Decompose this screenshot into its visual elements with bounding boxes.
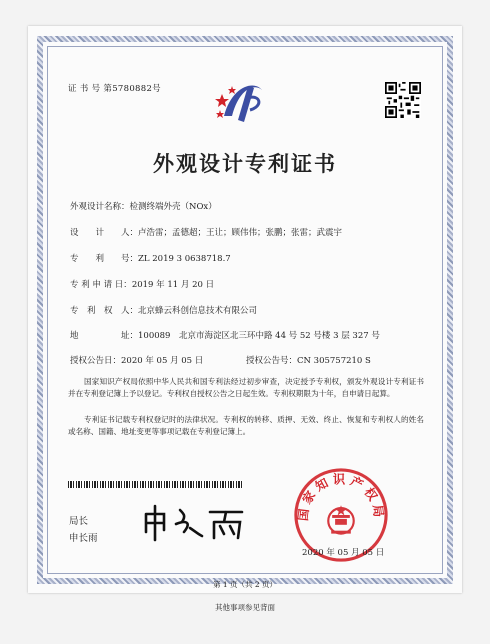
page-indicator: 第 1 页（共 2 页） (212, 580, 278, 589)
footer-note: 其他事项参见背面 (215, 603, 275, 612)
designer-label: 设 计 人： (70, 228, 139, 238)
certificate-number: 证 书 号 第5780882号 (68, 84, 161, 94)
designer-value: 卢浩雷；孟德超；王让；顾伟伟；张鹏；张雷；武震宇 (138, 228, 343, 238)
seal-date: 2020 年 05 月 05 日 (302, 548, 385, 558)
patent-number-label: 专 利 号： (70, 254, 139, 264)
filing-date-label: 专 利 申 请 日： (70, 280, 132, 290)
address-value: 100089 北京市海淀区北三环中路 44 号 52 号楼 3 层 327 号 (138, 331, 380, 341)
grant-date-row (70, 354, 203, 366)
svg-text:国家知识产权局 (296, 472, 386, 522)
design-name-label: 外观设计名称： (70, 202, 130, 212)
designer-row (70, 226, 342, 238)
grant-number-row (246, 354, 371, 366)
filing-date-row (70, 278, 214, 290)
address-label: 地 址： (70, 331, 139, 341)
grant-number-label: 授权公告号： (246, 356, 298, 366)
patent-number-value: ZL 2019 3 0638718.7 (138, 254, 231, 264)
body-paragraph-1: 国家知识产权局依照中华人民共和国专利法经过初步审查，决定授予专利权，颁发外观设计专利证书并在专利登记簿上予以登记。专利权自授权公告之日起生效。专利权期限为十年，自申请日起算。 (68, 377, 424, 398)
signatory-name: 申长雨 (69, 533, 98, 544)
grant-number-value: CN 305757210 S (297, 356, 371, 366)
barcode-strip (68, 481, 243, 488)
patentee-row (70, 304, 257, 316)
body-paragraph-2: 专利证书记载专利权登记时的法律状况。专利权的转移、质押、无效、终止、恢复和专利权人的姓名或名称、国籍、地址变更等事项记载在专利登记簿上。 (68, 415, 424, 436)
seal-text: 国家知识产权局 (296, 472, 386, 522)
patent-number-row (70, 252, 231, 264)
filing-date-value: 2019 年 11 月 20 日 (131, 280, 215, 290)
cnipa-logo-icon (214, 76, 268, 126)
grant-date-value: 2020 年 05 月 05 日 (121, 356, 204, 366)
address-row (70, 329, 380, 341)
grant-date-label: 授权公告日： (70, 356, 122, 366)
qr-code-icon (385, 82, 421, 118)
signatory-title: 局长 (69, 516, 89, 527)
patentee-label: 专 利 权 人： (70, 306, 139, 316)
design-name-value: 检测终端外壳（NOx） (129, 202, 217, 212)
director-signature (140, 502, 250, 542)
certificate-title: 外观设计专利证书 (153, 151, 337, 176)
design-name-row (70, 200, 217, 212)
patentee-value: 北京蜂云科创信息技术有限公司 (138, 306, 258, 316)
